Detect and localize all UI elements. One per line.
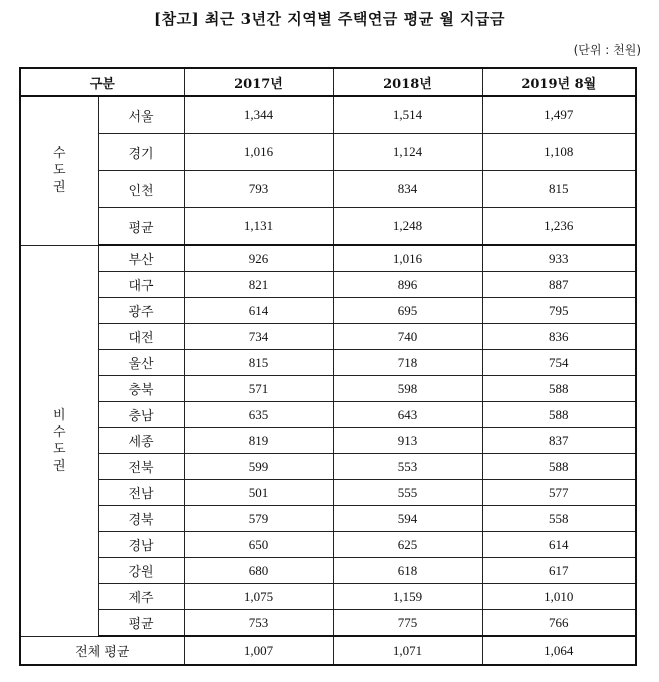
value-cell: 577 bbox=[482, 480, 636, 506]
region-cell: 충북 bbox=[98, 376, 184, 402]
table-row bbox=[20, 454, 636, 480]
value-cell: 766 bbox=[482, 610, 636, 637]
value-cell: 775 bbox=[333, 610, 482, 637]
value-cell: 553 bbox=[333, 454, 482, 480]
value-cell: 887 bbox=[482, 272, 636, 298]
header-category: 구분 bbox=[20, 68, 184, 96]
value-cell: 913 bbox=[333, 428, 482, 454]
unit-note: (단위 : 천원) bbox=[573, 43, 641, 57]
table-row bbox=[20, 558, 636, 584]
value-cell: 680 bbox=[184, 558, 333, 584]
value-cell: 821 bbox=[184, 272, 333, 298]
value-cell: 555 bbox=[333, 480, 482, 506]
group-label-char: 도 bbox=[52, 441, 66, 457]
value-cell: 617 bbox=[482, 558, 636, 584]
value-cell: 1,248 bbox=[333, 208, 482, 246]
value-cell: 793 bbox=[184, 171, 333, 208]
region-cell: 경북 bbox=[98, 506, 184, 532]
value-cell: 598 bbox=[333, 376, 482, 402]
region-cell: 서울 bbox=[98, 96, 184, 134]
value-cell: 594 bbox=[333, 506, 482, 532]
group-label-char: 권 bbox=[52, 180, 66, 196]
table-row bbox=[20, 324, 636, 350]
value-cell: 643 bbox=[333, 402, 482, 428]
table-row bbox=[20, 480, 636, 506]
header-row bbox=[20, 68, 636, 96]
value-cell: 1,124 bbox=[333, 134, 482, 171]
region-cell: 평균 bbox=[98, 610, 184, 637]
value-cell: 614 bbox=[184, 298, 333, 324]
value-cell: 1,016 bbox=[333, 245, 482, 272]
value-cell: 1,075 bbox=[184, 584, 333, 610]
value-cell: 1,131 bbox=[184, 208, 333, 246]
table-row bbox=[20, 134, 636, 171]
value-cell: 1,514 bbox=[333, 96, 482, 134]
value-cell: 819 bbox=[184, 428, 333, 454]
pension-table bbox=[19, 67, 637, 666]
region-cell: 충남 bbox=[98, 402, 184, 428]
value-cell: 579 bbox=[184, 506, 333, 532]
value-cell: 754 bbox=[482, 350, 636, 376]
value-cell: 599 bbox=[184, 454, 333, 480]
group-label-char: 비 bbox=[52, 407, 66, 423]
value-cell: 718 bbox=[333, 350, 482, 376]
value-cell: 834 bbox=[333, 171, 482, 208]
value-cell: 1,010 bbox=[482, 584, 636, 610]
total-value-cell: 1,064 bbox=[482, 636, 636, 665]
value-cell: 815 bbox=[482, 171, 636, 208]
value-cell: 1,016 bbox=[184, 134, 333, 171]
group-label-char: 권 bbox=[52, 458, 66, 474]
table-row bbox=[20, 584, 636, 610]
total-value-cell: 1,007 bbox=[184, 636, 333, 665]
group-label-noncapital bbox=[20, 245, 98, 636]
table-row bbox=[20, 208, 636, 246]
group-label-char: 수 bbox=[52, 146, 66, 162]
table-row bbox=[20, 428, 636, 454]
table-row bbox=[20, 532, 636, 558]
value-cell: 588 bbox=[482, 454, 636, 480]
value-cell: 795 bbox=[482, 298, 636, 324]
total-value-cell: 1,071 bbox=[333, 636, 482, 665]
value-cell: 1,344 bbox=[184, 96, 333, 134]
header-2018: 2018년 bbox=[333, 68, 482, 96]
region-cell: 울산 bbox=[98, 350, 184, 376]
table-row bbox=[20, 171, 636, 208]
table-row bbox=[20, 402, 636, 428]
region-cell: 제주 bbox=[98, 584, 184, 610]
region-cell: 인천 bbox=[98, 171, 184, 208]
table-row bbox=[20, 272, 636, 298]
value-cell: 1,497 bbox=[482, 96, 636, 134]
value-cell: 618 bbox=[333, 558, 482, 584]
value-cell: 837 bbox=[482, 428, 636, 454]
region-cell: 전북 bbox=[98, 454, 184, 480]
value-cell: 571 bbox=[184, 376, 333, 402]
region-cell: 강원 bbox=[98, 558, 184, 584]
value-cell: 926 bbox=[184, 245, 333, 272]
group-label-capital bbox=[20, 96, 98, 245]
region-cell: 평균 bbox=[98, 208, 184, 246]
region-cell: 부산 bbox=[98, 245, 184, 272]
header-2017: 2017년 bbox=[184, 68, 333, 96]
region-cell: 경기 bbox=[98, 134, 184, 171]
value-cell: 740 bbox=[333, 324, 482, 350]
total-row bbox=[20, 636, 636, 665]
value-cell: 734 bbox=[184, 324, 333, 350]
region-cell: 광주 bbox=[98, 298, 184, 324]
value-cell: 588 bbox=[482, 376, 636, 402]
value-cell: 933 bbox=[482, 245, 636, 272]
value-cell: 1,108 bbox=[482, 134, 636, 171]
value-cell: 896 bbox=[333, 272, 482, 298]
region-cell: 경남 bbox=[98, 532, 184, 558]
table-row bbox=[20, 96, 636, 134]
value-cell: 815 bbox=[184, 350, 333, 376]
value-cell: 588 bbox=[482, 402, 636, 428]
region-cell: 대전 bbox=[98, 324, 184, 350]
value-cell: 1,236 bbox=[482, 208, 636, 246]
document-title: [참고] 최근 3년간 지역별 주택연금 평균 월 지급금 bbox=[154, 10, 505, 28]
total-label: 전체 평균 bbox=[20, 636, 184, 665]
region-cell: 전남 bbox=[98, 480, 184, 506]
value-cell: 1,159 bbox=[333, 584, 482, 610]
value-cell: 753 bbox=[184, 610, 333, 637]
value-cell: 614 bbox=[482, 532, 636, 558]
table-row bbox=[20, 245, 636, 272]
table-row bbox=[20, 376, 636, 402]
table-row bbox=[20, 610, 636, 637]
value-cell: 501 bbox=[184, 480, 333, 506]
header-2019-aug: 2019년 8월 bbox=[482, 68, 636, 96]
value-cell: 558 bbox=[482, 506, 636, 532]
region-cell: 세종 bbox=[98, 428, 184, 454]
table-row bbox=[20, 350, 636, 376]
table-row bbox=[20, 298, 636, 324]
value-cell: 650 bbox=[184, 532, 333, 558]
value-cell: 695 bbox=[333, 298, 482, 324]
value-cell: 836 bbox=[482, 324, 636, 350]
group-label-char: 도 bbox=[52, 163, 66, 179]
value-cell: 635 bbox=[184, 402, 333, 428]
value-cell: 625 bbox=[333, 532, 482, 558]
region-cell: 대구 bbox=[98, 272, 184, 298]
group-label-char: 수 bbox=[52, 424, 66, 440]
table-row bbox=[20, 506, 636, 532]
